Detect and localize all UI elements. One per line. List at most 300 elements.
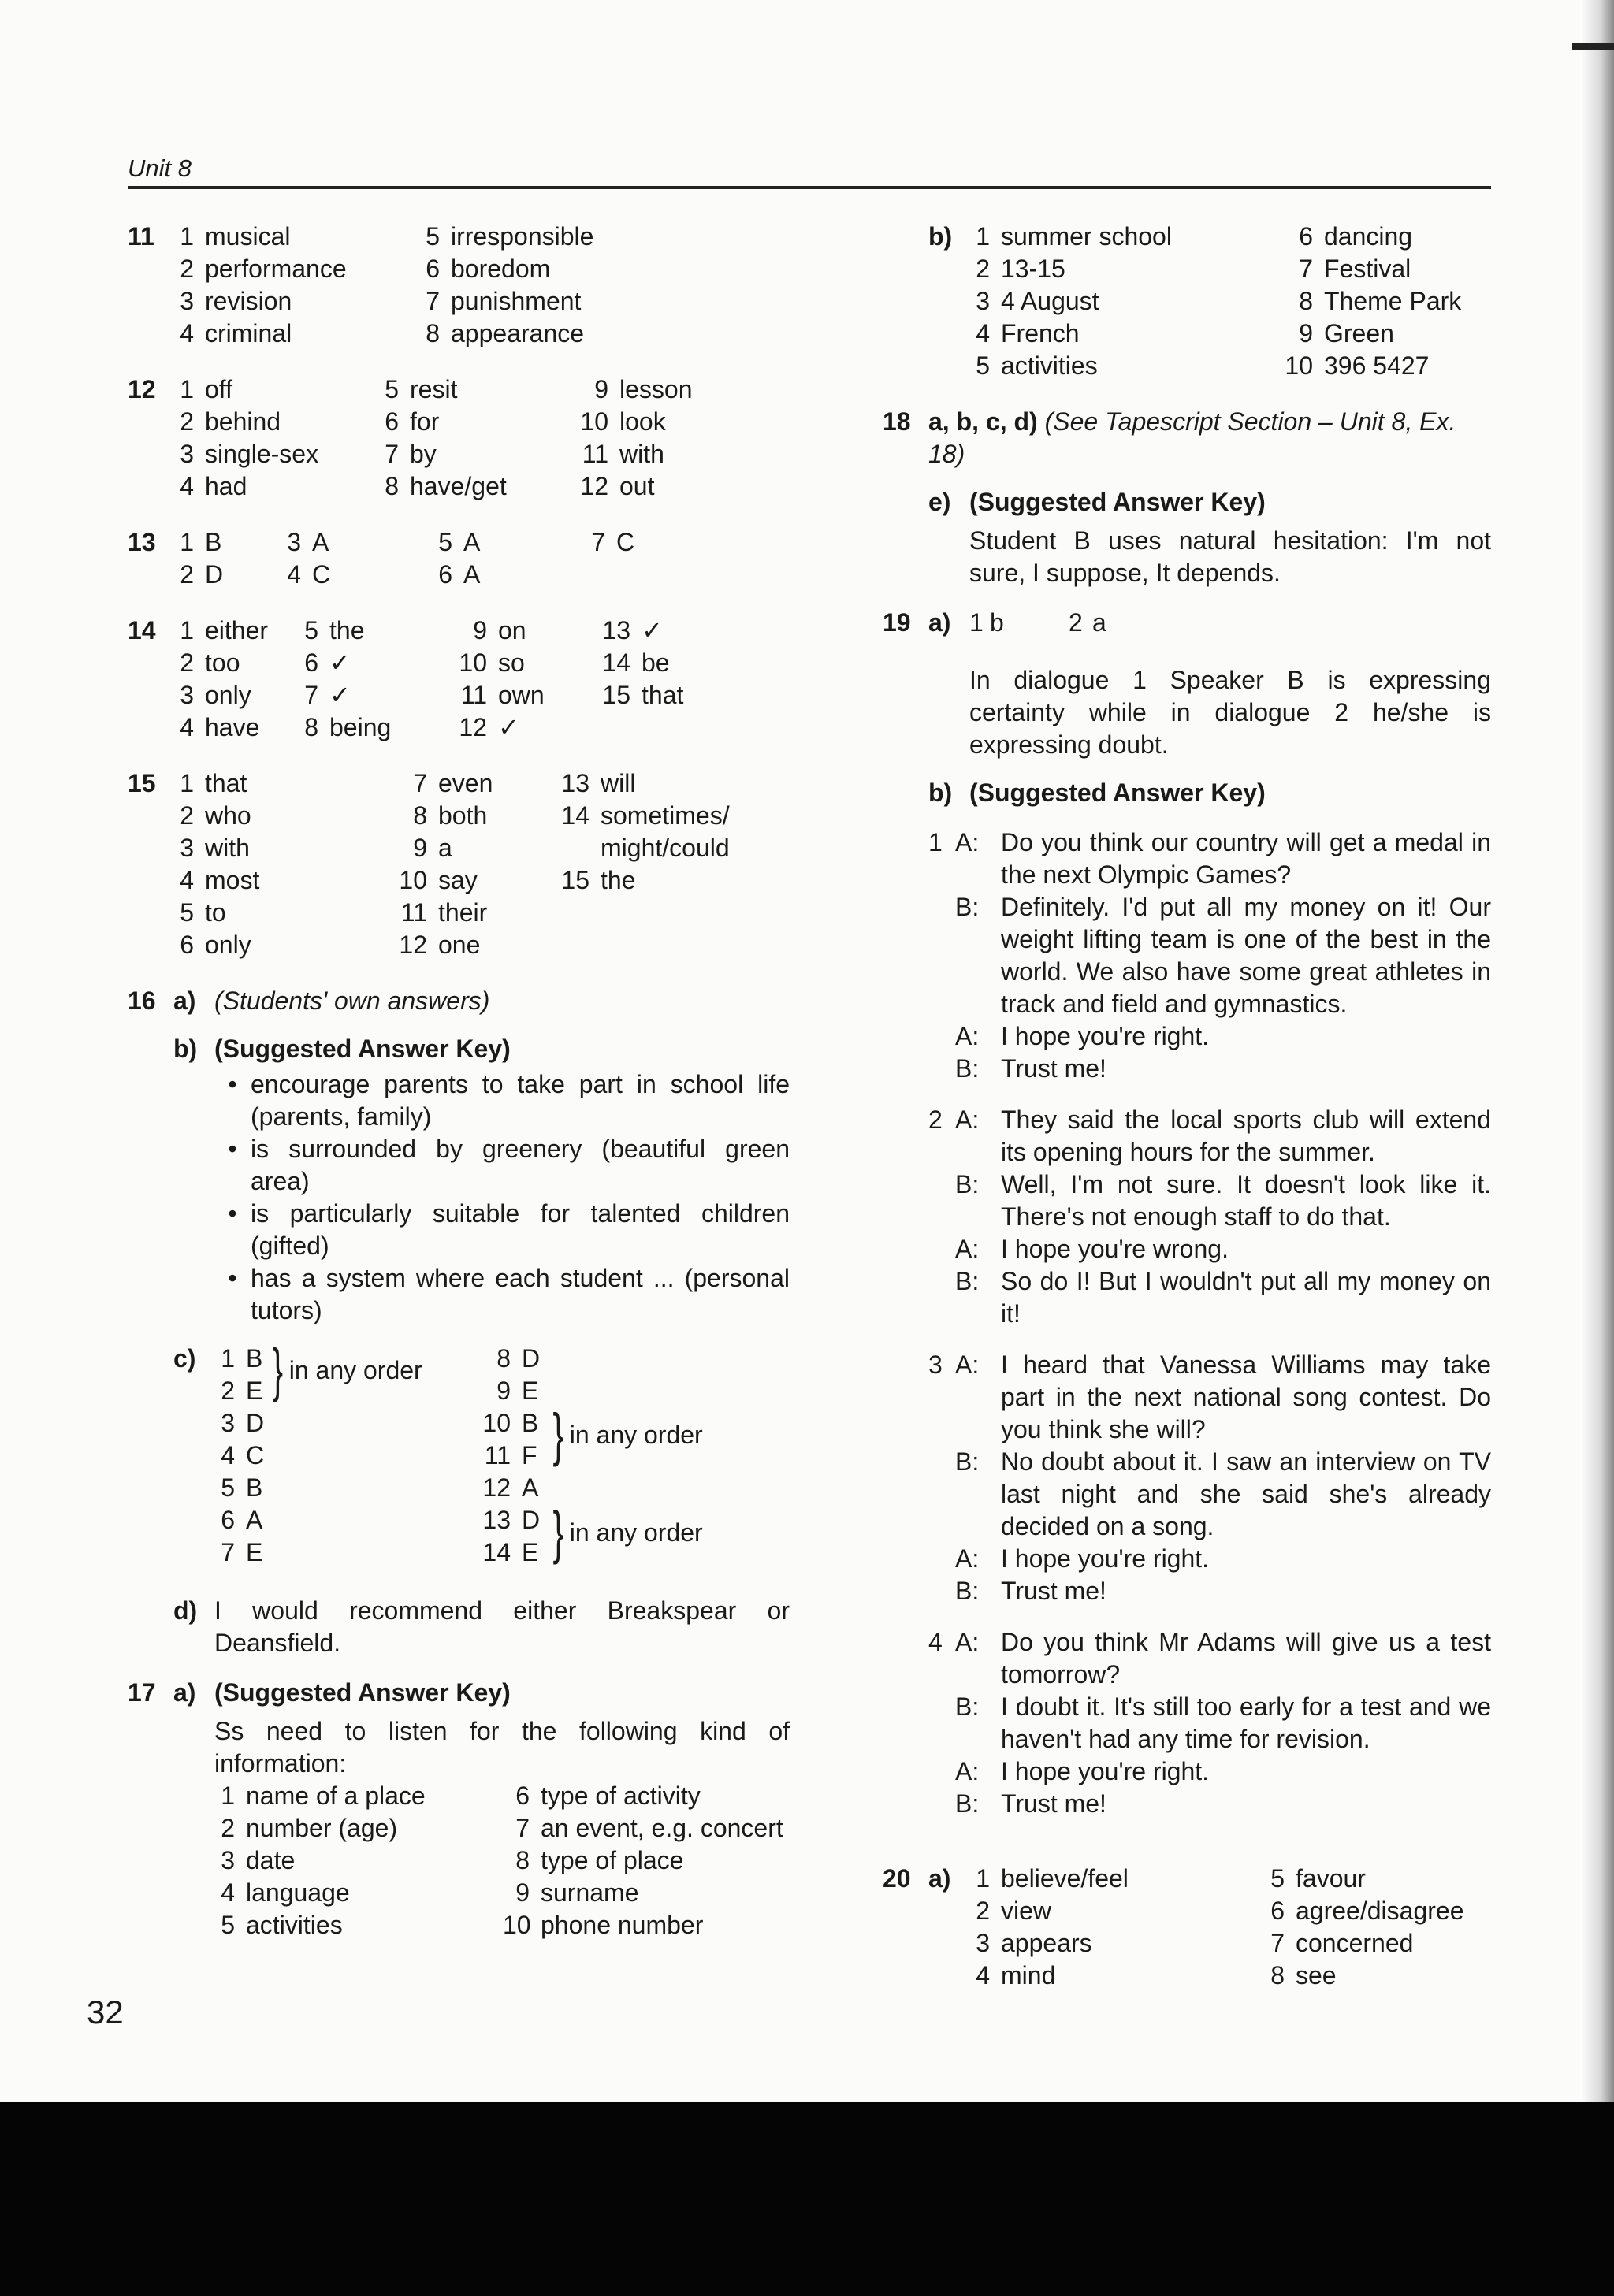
answer-number: 2 (1069, 608, 1083, 637)
item-number: 1 (180, 528, 194, 556)
item-number (597, 711, 642, 744)
item-answer: E (522, 1376, 539, 1405)
item-answer: might/could (601, 834, 730, 862)
item-answer: revision (205, 287, 292, 315)
item-answer: that (642, 681, 684, 709)
dialogue-number-spacer (928, 1575, 955, 1607)
scan-bottom-border (0, 2102, 1614, 2296)
exercise-17-continued (883, 221, 1491, 393)
answer-row (173, 373, 790, 406)
left-column (128, 221, 790, 1976)
dialogue-number-spacer (928, 1233, 955, 1265)
part-body (969, 777, 1491, 815)
part-label: b) (928, 778, 953, 807)
item-number: 13 (602, 616, 630, 645)
item-number: 1 (221, 1344, 235, 1373)
item-number: 12 (399, 931, 427, 959)
part-text: I would recommend either Breakspear or Deansfield. (214, 1596, 790, 1657)
item-number: 11 (400, 898, 427, 927)
item-number (556, 929, 601, 961)
item-number: 5 (1270, 1864, 1285, 1893)
item-answer: view (1001, 1897, 1052, 1925)
item-number: 15 (602, 681, 630, 709)
exercise-body (928, 1863, 1491, 2003)
item-answer (601, 897, 774, 929)
item-answer: punishment (451, 287, 582, 315)
answer-row (173, 864, 790, 897)
item-answer: most (205, 866, 260, 894)
part-body (214, 1677, 790, 1941)
exercise-11 (128, 221, 790, 350)
answer-value: a (1092, 608, 1106, 637)
item-number: 5 (304, 616, 318, 645)
item-number: 1 (180, 769, 194, 797)
item-answer: a (438, 834, 452, 862)
item-number: 7 (1299, 254, 1313, 283)
speaker-label: B: (955, 1170, 980, 1198)
item-number: 6 (180, 931, 194, 959)
item-answer: irresponsible (451, 222, 594, 251)
answer-row (173, 406, 790, 438)
bullet-item (214, 1133, 790, 1198)
item-answer: activities (246, 1911, 343, 1939)
page-edge-mark (1572, 43, 1614, 50)
part-text: Student B uses natural hesitation: I'm not sure, I suppose, It depends. (969, 526, 1491, 587)
item-answer: B (522, 1409, 539, 1437)
item-answer: performance (205, 254, 347, 283)
item-number: 1 (180, 375, 194, 403)
item-answer: E (246, 1538, 263, 1566)
exercise-number: 15 (128, 769, 156, 797)
answer-row (969, 607, 1491, 639)
bullet-text: is particularly suitable for talented children (gifted) (251, 1199, 790, 1260)
dialogue-line (928, 1755, 1491, 1788)
speaker-label: B: (955, 1447, 980, 1476)
answer-row (173, 832, 790, 864)
item-answer: the (601, 866, 636, 894)
item-answer: C (246, 1441, 265, 1469)
item-number: 4 (976, 1961, 990, 1989)
item-number: 9 (515, 1878, 530, 1907)
part-abcd (928, 406, 1491, 470)
item-answer: C (312, 560, 331, 589)
item-number: 3 (221, 1409, 235, 1437)
item-answer: criminal (205, 319, 292, 347)
speaker-label: A: (955, 828, 980, 856)
answer-value: b (990, 608, 1004, 637)
dialogue-number-spacer (928, 1788, 955, 1820)
item-number: 9 (594, 375, 608, 403)
part-title: (Suggested Answer Key) (969, 488, 1266, 516)
speaker-text: Trust me! (1001, 1054, 1106, 1083)
part-b (928, 221, 1505, 382)
item-number: 5 (438, 528, 452, 556)
speaker-label: B: (955, 893, 980, 921)
part-a (173, 1677, 790, 1941)
item-answer: A (522, 1473, 539, 1502)
part-body (214, 1337, 790, 1579)
item-answer: A (463, 560, 481, 589)
speaker-label: A: (955, 1235, 980, 1263)
answer-row (173, 767, 790, 800)
dialogue-line (928, 1691, 1491, 1755)
bullet-icon: • (228, 1199, 237, 1228)
bullet-text: encourage parents to take part in school life (parents, family) (251, 1070, 790, 1131)
exercise-body (173, 526, 790, 591)
item-number: 5 (221, 1911, 235, 1939)
item-number: 13 (482, 1506, 511, 1534)
exercise-19 (883, 607, 1491, 1839)
item-answer (601, 929, 774, 961)
answer-row (173, 526, 790, 559)
item-answer: have (205, 713, 260, 741)
item-number: 10 (503, 1911, 531, 1939)
item-number: 3 (221, 1846, 235, 1874)
part-body (928, 406, 1491, 470)
item-number: 8 (1299, 287, 1313, 315)
item-answer: their (438, 898, 488, 927)
answer-row (173, 559, 790, 591)
exercise-17 (128, 1677, 790, 1952)
item-number: 2 (221, 1814, 235, 1842)
order-item (474, 1536, 545, 1569)
item-answer: E (246, 1376, 263, 1405)
item-answer: D (522, 1506, 541, 1534)
dialogue-number-spacer (928, 1755, 955, 1788)
item-answer: who (205, 801, 251, 830)
item-answer: date (246, 1846, 296, 1874)
item-number: 1 (180, 616, 194, 645)
answer-row (969, 1927, 1491, 1960)
in-any-order-label: in any order (288, 1355, 422, 1384)
order-item (474, 1440, 545, 1472)
item-number: 6 (438, 560, 452, 589)
item-answer: dancing (1324, 222, 1413, 251)
item-number: 11 (582, 440, 608, 468)
item-number: 5 (426, 222, 440, 251)
speaker-text: No doubt about it. I saw an interview on TV last night and she said she's already decided on a song. (1001, 1447, 1491, 1540)
answer-row (969, 1863, 1491, 1895)
speaker-text: They said the local sports club will extend its opening hours for the summer. (1001, 1105, 1491, 1166)
part-title: (Suggested Answer Key) (214, 1678, 511, 1707)
item-number: 5 (976, 351, 990, 380)
item-number: 10 (399, 866, 427, 894)
answer-row (173, 285, 790, 318)
part-label: a) (173, 986, 196, 1015)
item-answer: D (205, 560, 224, 589)
dialogue-number: 4 (928, 1628, 943, 1656)
item-answer: A (246, 1506, 263, 1534)
item-number (582, 559, 616, 591)
item-number: 1 (221, 1781, 235, 1810)
item-answer: will (601, 769, 636, 797)
part-label: a) (928, 1864, 951, 1893)
item-answer: the (329, 616, 365, 645)
item-number: 8 (385, 472, 399, 500)
dialogue-line (928, 1053, 1491, 1085)
item-number: 6 (304, 648, 318, 677)
item-number: 10 (482, 1409, 511, 1437)
order-item (214, 1375, 262, 1407)
item-number: 6 (221, 1506, 235, 1534)
item-answer: had (205, 472, 247, 500)
item-answer: own (498, 681, 545, 709)
dialogue (928, 1349, 1491, 1607)
order-item (214, 1504, 262, 1536)
item-number: 12 (580, 472, 608, 500)
speaker-label: A: (955, 1757, 980, 1785)
item-number: 11 (484, 1441, 511, 1469)
item-number: 3 (976, 1929, 990, 1957)
speaker-label: A: (955, 1022, 980, 1050)
item-answer (642, 711, 736, 744)
item-number: 4 (221, 1441, 235, 1469)
speaker-label: A: (955, 1628, 980, 1656)
exercise-12 (128, 373, 790, 503)
part-a (173, 985, 790, 1017)
speaker-label: B: (955, 1692, 980, 1721)
item-number: 10 (459, 648, 487, 677)
item-number: 4 (180, 319, 194, 347)
answer-row (173, 897, 790, 929)
order-item (214, 1343, 262, 1375)
item-answer: ✓ (329, 681, 351, 709)
exercise-number: 14 (128, 616, 156, 645)
bullet-text: is surrounded by greenery (beautiful green area) (251, 1135, 790, 1195)
item-number: 14 (602, 648, 630, 677)
item-number: 7 (221, 1538, 235, 1566)
speaker-text: I heard that Vanessa Williams may take part in the next national song contest. Do you think she will? (1001, 1350, 1491, 1443)
item-answer: number (age) (246, 1814, 398, 1842)
answer-row (969, 253, 1505, 285)
answer-number: 1 (969, 608, 984, 637)
answer-row (173, 318, 790, 350)
part-text: (See Tapescript Section – Unit 8, Ex. 18) (928, 407, 1456, 468)
item-answer: D (246, 1409, 265, 1437)
item-number: 3 (180, 681, 194, 709)
bullet-icon: • (228, 1264, 237, 1292)
item-answer: sometimes/ (601, 801, 730, 830)
order-item (474, 1375, 545, 1407)
exercise-number: 13 (128, 528, 156, 556)
item-number: 4 (287, 560, 301, 589)
item-answer: A (463, 528, 481, 556)
item-number: 3 (287, 528, 301, 556)
part-label: c) (173, 1344, 196, 1373)
item-answer: too (205, 648, 240, 677)
item-number: 8 (304, 713, 318, 741)
exercise-body (928, 221, 1505, 393)
item-number: 7 (591, 528, 605, 556)
item-number: 9 (1299, 319, 1313, 347)
item-number: 4 (180, 472, 194, 500)
item-answer: musical (205, 222, 291, 251)
answer-row (969, 318, 1505, 350)
item-number: 3 (976, 287, 990, 315)
item-number: 14 (561, 801, 589, 830)
item-answer: B (246, 1344, 263, 1373)
item-answer: lesson (619, 375, 693, 403)
answer-row (173, 679, 790, 711)
item-answer: behind (205, 407, 281, 436)
item-number: 2 (221, 1376, 235, 1405)
item-answer: 13-15 (1001, 254, 1065, 283)
exercise-15 (128, 767, 790, 961)
item-number: 2 (180, 648, 194, 677)
item-number: 1 (180, 222, 194, 251)
speaker-text: I hope you're right. (1001, 1544, 1210, 1573)
exercise-number: 20 (883, 1864, 911, 1893)
item-answer: agree/disagree (1296, 1897, 1464, 1925)
dialogue-line (928, 1788, 1491, 1820)
page-number: 32 (87, 1993, 124, 2030)
dialogue-line (928, 1168, 1491, 1233)
part-text: (Students' own answers) (214, 986, 490, 1015)
item-answer: for (410, 407, 440, 436)
item-answer: with (205, 834, 250, 862)
answer-row (214, 1877, 790, 1909)
exercise-number: 16 (128, 986, 156, 1015)
item-answer: say (438, 866, 478, 894)
item-answer: ✓ (642, 616, 663, 645)
item-answer: concerned (1296, 1929, 1414, 1957)
brace-group-3 (547, 1500, 703, 1565)
exercise-number: 17 (128, 1678, 156, 1707)
page-edge-shadow (1580, 0, 1614, 2112)
exercise-body (173, 373, 790, 503)
item-answer: both (438, 801, 488, 830)
item-answer: activities (1001, 351, 1098, 380)
item-number: 11 (460, 681, 487, 709)
part-title: (Suggested Answer Key) (969, 778, 1266, 807)
item-number: 6 (426, 254, 440, 283)
item-answer: F (522, 1441, 537, 1469)
exercise-body (928, 607, 1491, 1839)
answer-row (173, 221, 790, 253)
answer-row (173, 470, 790, 503)
header-rule (128, 186, 1491, 189)
item-answer: 396 5427 (1324, 351, 1430, 380)
item-answer: resit (410, 375, 458, 403)
part-text: In dialogue 1 Speaker B is expressing certainty while in dialogue 2 he/she is expressing doubt. (969, 666, 1491, 759)
item-number: 2 (976, 254, 990, 283)
bullet-icon: • (228, 1070, 237, 1098)
answer-row (173, 800, 790, 832)
item-number: 7 (515, 1814, 530, 1842)
dialogue-line (928, 1543, 1491, 1575)
item-answer: B (246, 1473, 263, 1502)
item-answer: have/get (410, 472, 507, 500)
item-answer: ✓ (329, 648, 351, 677)
part-label: b) (928, 222, 953, 251)
answer-row (173, 647, 790, 679)
item-number: 1 (976, 1864, 990, 1893)
item-answer: French (1001, 319, 1080, 347)
dialogue-number: 1 (928, 828, 943, 856)
item-number: 7 (1270, 1929, 1285, 1957)
item-answer: Green (1324, 319, 1394, 347)
speaker-text: Well, I'm not sure. It doesn't look like it. There's not enough staff to do that. (1001, 1170, 1491, 1231)
part-intro: Ss need to listen for the following kind of information: (214, 1717, 790, 1778)
part-label: a) (928, 608, 951, 637)
speaker-label: B: (955, 1054, 980, 1083)
brace-group-2 (547, 1402, 703, 1467)
exercise-18 (883, 406, 1491, 589)
exercise-16 (128, 985, 790, 1659)
dialogue-line (928, 1626, 1491, 1691)
item-answer: type of place (541, 1846, 684, 1874)
order-list-right (474, 1343, 545, 1569)
speaker-text: Do you think our country will get a medal in the next Olympic Games? (1001, 828, 1491, 889)
bullet-list (214, 1068, 790, 1327)
item-number: 6 (1270, 1897, 1285, 1925)
part-title: (Suggested Answer Key) (214, 1035, 511, 1063)
speaker-label: A: (955, 1544, 980, 1573)
part-e (928, 486, 1491, 589)
item-number: 2 (180, 407, 194, 436)
order-item (474, 1472, 545, 1504)
item-number: 4 (180, 866, 194, 894)
item-number: 10 (1285, 351, 1313, 380)
item-number (556, 832, 601, 864)
in-any-order-label: in any order (569, 1518, 703, 1547)
item-answer: single-sex (205, 440, 319, 468)
dialogue-number-spacer (928, 891, 955, 1020)
item-answer: type of activity (541, 1781, 701, 1810)
order-item (214, 1407, 265, 1440)
item-number: 8 (496, 1344, 511, 1373)
item-answer: boredom (451, 254, 551, 283)
right-column (883, 221, 1491, 2027)
item-answer: appears (1001, 1929, 1092, 1957)
answer-row (969, 285, 1505, 318)
item-number: 6 (385, 407, 399, 436)
part-body (214, 1033, 790, 1327)
answer-row (173, 438, 790, 470)
item-number: 10 (580, 407, 608, 436)
unit-header: Unit 8 (128, 154, 192, 182)
speaker-text: Trust me! (1001, 1789, 1106, 1818)
item-number: 7 (304, 681, 318, 709)
answer-row (969, 1960, 1491, 1992)
item-answer: to (205, 898, 226, 927)
item-number: 3 (180, 287, 194, 315)
item-number: 3 (180, 834, 194, 862)
answer-row (969, 1895, 1491, 1927)
bullet-item (214, 1068, 790, 1133)
dialogue (928, 1626, 1491, 1820)
speaker-label: B: (955, 1577, 980, 1605)
item-number: 1 (976, 222, 990, 251)
dialogue-line (928, 1104, 1491, 1168)
item-answer: name of a place (246, 1781, 426, 1810)
dialogue-line (928, 827, 1491, 891)
dialogue (928, 827, 1491, 1085)
item-answer: E (522, 1538, 539, 1566)
item-number (556, 897, 601, 929)
item-answer: so (498, 648, 525, 677)
item-answer: ✓ (498, 713, 519, 741)
part-body (969, 486, 1491, 589)
in-any-order-label: in any order (569, 1420, 703, 1449)
order-item (214, 1472, 262, 1504)
dialogue-number-spacer (928, 1691, 955, 1755)
item-number: 4 (221, 1878, 235, 1907)
dialogue-line (928, 1265, 1491, 1330)
item-answer: Theme Park (1324, 287, 1462, 315)
bullet-text: has a system where each student ... (personal tutors) (251, 1264, 790, 1324)
dialogue-number-spacer (928, 1446, 955, 1543)
